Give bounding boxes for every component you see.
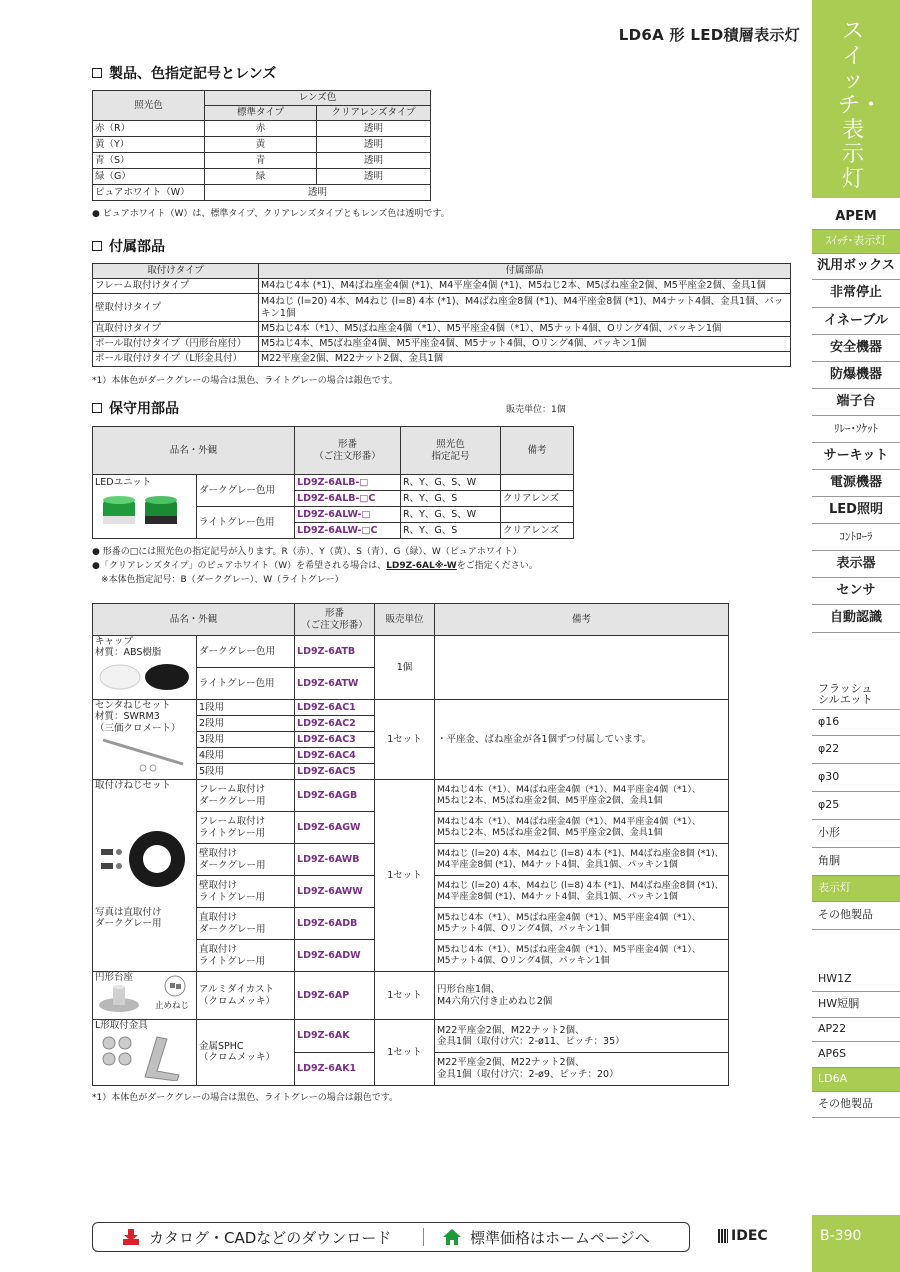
sidebar-item[interactable]: 非常停止 (812, 280, 900, 308)
section-title (92, 398, 179, 418)
part-number: LD9Z-6AGW (295, 812, 375, 844)
table-row (93, 322, 791, 337)
accessories-table (92, 263, 791, 367)
table-cell: ポール取付けタイプ（円形台座付） (93, 337, 259, 352)
part-number: LD9Z-6AC3 (295, 732, 375, 748)
sidebar-item[interactable]: LD6A (812, 1068, 900, 1092)
table-row (93, 636, 729, 668)
base-photo (95, 983, 155, 1015)
table-cell: R、Y、G、S (401, 491, 501, 507)
table-cell: 1個 (375, 636, 435, 700)
table-cell: 2段用 (197, 716, 295, 732)
table-cell: M4ねじ4本 (*1)、M4ばね座金4個 (*1)、M4平座金4個 (*1)、M5ねじ2本、M5ばね座金2個、M5平座金2個、金具1個 (259, 279, 791, 294)
table-cell: 円形台座1個、 M4六角穴付き止めねじ2個 (435, 972, 729, 1020)
base-cell (93, 972, 197, 1020)
table-cell: 黄（Y） (93, 137, 205, 153)
mount-photo-note: 写真は直取付け ダークグレー用 (95, 906, 162, 930)
base-title: 円形台座 (95, 972, 134, 983)
table-cell: M5ねじ4本（*1）、M5ばね座金4個（*1）、M5平座金4個（*1）、 M5ナット4個、Oリング4個、パッキン1個 (435, 908, 729, 940)
note: ● 形番の□には照光色の指定記号が入ります。R（赤）、Y（黄）、S（青）、G（緑）、W（ピュアホワイト） (92, 547, 522, 557)
sidebar-item[interactable]: その他製品 (812, 1092, 900, 1118)
cap-photo (95, 659, 191, 693)
cap-title: キャップ 材質：ABS樹脂 (95, 636, 162, 659)
table-cell: 赤（R） (93, 121, 205, 137)
table-cell: 5段用 (197, 764, 295, 780)
table-cell (435, 636, 729, 700)
part-number: LD9Z-6ALW-□ (295, 507, 401, 523)
table-cell: 壁取付け ライトグレー用 (197, 876, 295, 908)
sidebar-item[interactable]: APEM (812, 206, 900, 230)
sidebar-item[interactable]: 表示器 (812, 551, 900, 578)
price-link[interactable] (424, 1227, 650, 1248)
section-title (92, 63, 276, 83)
table-cell: 3段用 (197, 732, 295, 748)
table-cell: クリアレンズ (501, 523, 574, 539)
table-cell: フレーム取付け ライトグレー用 (197, 812, 295, 844)
table-cell: 金属SPHC （クロムメッキ） (197, 1020, 295, 1086)
bracket-title: L形取付金具 (95, 1020, 148, 1031)
table-row (93, 294, 791, 322)
part-number: LD9Z-6AC2 (295, 716, 375, 732)
bracket-photo (95, 1031, 191, 1081)
sidebar-item[interactable]: 防爆機器 (812, 362, 900, 389)
price-label: 標準価格はホームページへ (470, 1228, 650, 1247)
table-cell: フレーム取付け ダークグレー用 (197, 780, 295, 812)
sidebar-item[interactable]: φ16 (812, 710, 900, 736)
page-title: LD6A 形 LED積層表示灯 (618, 26, 800, 44)
note: *1）本体色がダークグレーの場合は黒色、ライトグレーの場合は銀色です。 (92, 1093, 399, 1103)
note-text: をご指定ください。 (456, 561, 538, 571)
table-cell: 1セット (375, 700, 435, 780)
download-link[interactable] (93, 1227, 423, 1248)
table-row (93, 352, 791, 367)
part-number: LD9Z-6AC1 (295, 700, 375, 716)
sidebar-item[interactable]: φ25 (812, 792, 900, 820)
sidebar-item[interactable]: フラッシュ シルエット (812, 680, 900, 710)
sidebar-item[interactable]: 表示灯 (812, 876, 900, 902)
download-icon (121, 1227, 141, 1247)
table-cell: 1段用 (197, 700, 295, 716)
sidebar-item[interactable]: 電源機器 (812, 470, 900, 497)
table-cell: 青（S） (93, 153, 205, 169)
led-unit-label: LEDユニット (95, 477, 152, 488)
table-cell: R、Y、G、S、W (401, 507, 501, 523)
table-cell: M22平座金2個、M22ナット2個、 金具1個（取付け穴：2-ø11、ピッチ：35） (435, 1020, 729, 1053)
table-header: 形番 （ご注文形番） (295, 427, 401, 475)
table-cell: 壁取付け ダークグレー用 (197, 844, 295, 876)
part-number: LD9Z-6AC4 (295, 748, 375, 764)
table-cell: M22平座金2個、M22ナット2個、 金具1個（取付け穴：2-ø9、ピッチ：20） (435, 1052, 729, 1085)
table-cell: ライトグレー色用 (197, 668, 295, 700)
table-header: 形番 （ご注文形番） (295, 604, 375, 636)
table-row (93, 1020, 729, 1053)
table-cell: ポール取付けタイプ（L形金具付） (93, 352, 259, 367)
table-cell: アルミダイカスト （クロムメッキ） (197, 972, 295, 1020)
part-number: LD9Z-6ADW (295, 940, 375, 972)
sidebar-item[interactable]: その他製品 (812, 902, 900, 930)
logo-mark-icon (718, 1229, 728, 1243)
part-number: LD9Z-6ALB-□ (295, 475, 401, 491)
part-number: LD9Z-6ALW-□C (295, 523, 401, 539)
part-number: LD9Z-6AWW (295, 876, 375, 908)
table-cell: M4ねじ (l=20) 4本、M4ねじ (l=8) 4本 (*1)、M4ばね座金8個 (*1)、M4平座金8個 (*1)、M4ナット4個、金具1個、パッキン1個 (259, 294, 791, 322)
table-row (93, 185, 431, 201)
table-cell: M4ねじ4本（*1）、M4ばね座金4個（*1）、M4平座金4個（*1）、 M5ねじ2本、M5ばね座金2個、M5平座金2個、金具1個 (435, 812, 729, 844)
section-title-text: 製品、色指定記号とレンズ (109, 66, 277, 82)
table-cell: ・平座金、ばね座金が各1個ずつ付属しています。 (435, 700, 729, 780)
cap-cell (93, 636, 197, 700)
table-cell: R、Y、G、S (401, 523, 501, 539)
note-text: ●「クリアレンズタイプ」のピュアホワイト（W）を希望される場合は、 (92, 561, 387, 571)
spare-parts-table (92, 603, 729, 1086)
table-header: 標準タイプ (205, 106, 317, 121)
table-cell: 透明 (317, 153, 431, 169)
table-header: 販売単位 (375, 604, 435, 636)
section-title-text: 付属部品 (109, 239, 165, 255)
sidebar-item[interactable]: サーキット (812, 443, 900, 470)
table-cell: ダークグレー色用 (197, 475, 295, 507)
table-row (93, 475, 574, 491)
table-cell: M5ねじ4本（*1）、M5ばね座金4個（*1）、M5平座金4個（*1）、M5ナット4個、Oリング4個、パッキン1個 (259, 322, 791, 337)
table-header: 品名・外観 (93, 427, 295, 475)
table-row (93, 780, 729, 812)
sidebar-item[interactable]: φ22 (812, 736, 900, 764)
sidebar-category: スイッチ・表示灯 (838, 19, 883, 192)
table-header: 備考 (435, 604, 729, 636)
table-row (93, 337, 791, 352)
table-cell: 黄 (205, 137, 317, 153)
sidebar-item[interactable]: ｽｲｯﾁ･表示灯 (812, 230, 900, 254)
part-number: LD9Z-6AK1 (295, 1052, 375, 1085)
table-cell: M5ねじ4本（*1）、M5ばね座金4個（*1）、M5平座金4個（*1）、 M5ナット4個、Oリング4個、パッキン1個 (435, 940, 729, 972)
table-header: 付属部品 (259, 264, 791, 279)
led-unit-cell (93, 475, 197, 539)
table-header: 照光色 指定記号 (401, 427, 501, 475)
sidebar-item[interactable]: LED照明 (812, 497, 900, 524)
sidebar-item[interactable]: センサ (812, 578, 900, 605)
sidebar-item[interactable]: ﾘﾚｰ･ｿｹｯﾄ (812, 416, 900, 443)
table-cell: M4ねじ (l=20) 4本、M4ねじ (l=8) 4本 (*1)、M4ばね座金8個 (*1)、 M4平座金8個 (*1)、M4ナット4個、金具1個、パッキン1個 (435, 876, 729, 908)
note (92, 558, 538, 571)
unit-note: 販売単位：1個 (506, 405, 566, 415)
table-cell: 1セット (375, 972, 435, 1020)
table-cell: 直取付けタイプ (93, 322, 259, 337)
part-number: LD9Z-6AK (295, 1020, 375, 1053)
table-cell: 赤 (205, 121, 317, 137)
sidebar-item[interactable]: イネーブル (812, 308, 900, 335)
table-cell: ピュアホワイト（W） (93, 185, 205, 201)
table-row (93, 279, 791, 294)
screw-cell (93, 700, 197, 780)
note: ※本体色指定記号：B（ダークグレー）、W（ライトグレー） (101, 575, 344, 585)
screw-title: センタねじセット 材質：SWRM3 （三価クロメート） (95, 700, 181, 734)
table-cell: M22平座金2個、M22ナット2個、金具1個 (259, 352, 791, 367)
table-header: 照光色 (93, 91, 205, 121)
mount-title: 取付けねじセット (95, 780, 172, 791)
table-cell: 透明 (317, 169, 431, 185)
checkbox-icon (92, 68, 102, 78)
table-cell: M5ねじ4本、M5ばね座金4個、M5平座金4個、M5ナット4個、Oリング4個、パッキン1個 (259, 337, 791, 352)
part-number: LD9Z-6AGB (295, 780, 375, 812)
sidebar-item[interactable]: HW短胴 (812, 992, 900, 1018)
note: *1）本体色がダークグレーの場合は黒色、ライトグレーの場合は銀色です。 (92, 376, 399, 386)
table-cell: 透明 (205, 185, 431, 201)
led-unit-photo (95, 492, 185, 532)
table-cell: フレーム取付けタイプ (93, 279, 259, 294)
table-header: 取付けタイプ (93, 264, 259, 279)
table-cell: 1セット (375, 780, 435, 972)
table-cell: 緑 (205, 169, 317, 185)
table-cell: 青 (205, 153, 317, 169)
set-screw-icon (163, 975, 187, 997)
sidebar-item[interactable]: φ30 (812, 764, 900, 792)
part-number: LD9Z-6AC5 (295, 764, 375, 780)
part-number: LD9Z-6AP (295, 972, 375, 1020)
home-icon (442, 1227, 462, 1247)
part-number: LD9Z-6AWB (295, 844, 375, 876)
table-row (93, 972, 729, 1020)
maintenance-parts-table (92, 426, 574, 539)
mount-cell (93, 780, 197, 972)
table-cell (501, 475, 574, 491)
sidebar-item[interactable]: 汎用ボックス (812, 254, 900, 280)
table-cell: 直取付け ライトグレー用 (197, 940, 295, 972)
download-label: カタログ・CADなどのダウンロード (149, 1228, 392, 1247)
sidebar-item[interactable]: AP6S (812, 1042, 900, 1068)
table-cell: 透明 (317, 137, 431, 153)
table-cell: ダークグレー色用 (197, 636, 295, 668)
part-number: LD9Z-6ATB (295, 636, 375, 668)
section-title (92, 236, 165, 256)
part-number: LD9Z-6ATW (295, 668, 375, 700)
table-row (93, 700, 729, 716)
table-row (93, 121, 431, 137)
table-cell (501, 507, 574, 523)
table-cell: M4ねじ4本（*1）、M4ばね座金4個（*1）、M4平座金4個（*1）、 M5ねじ2本、M5ばね座金2個、M5平座金2個、金具1個 (435, 780, 729, 812)
table-cell: 壁取付けタイプ (93, 294, 259, 322)
note-part-number: LD9Z-6AL※-W (386, 561, 457, 571)
company-logo (718, 1228, 768, 1244)
table-cell: M4ねじ (l=20) 4本、M4ねじ (l=8) 4本 (*1)、M4ばね座金8個 (*1)、 M4平座金8個 (*1)、M4ナット4個、金具1個、パッキン1個 (435, 844, 729, 876)
table-cell: ライトグレー色用 (197, 507, 295, 539)
sidebar-item[interactable]: 自動認識 (812, 605, 900, 633)
sidebar-item[interactable]: HW1Z (812, 968, 900, 992)
table-header: 備考 (501, 427, 574, 475)
table-cell: クリアレンズ (501, 491, 574, 507)
sidebar-item[interactable]: AP22 (812, 1018, 900, 1042)
sidebar-item[interactable]: 角胴 (812, 848, 900, 876)
note: ● ピュアホワイト（W）は、標準タイプ、クリアレンズタイプともレンズ色は透明です。 (92, 209, 450, 219)
footer-banner (92, 1222, 690, 1252)
sidebar-item[interactable]: ｺﾝﾄﾛｰﾗ (812, 524, 900, 551)
sidebar-item[interactable]: 端子台 (812, 389, 900, 416)
screw-photo (95, 734, 191, 774)
table-row (93, 137, 431, 153)
table-cell: 透明 (317, 121, 431, 137)
page-number: B-390 (820, 1228, 862, 1244)
table-cell: 4段用 (197, 748, 295, 764)
table-header: クリアレンズタイプ (317, 106, 431, 121)
color-lens-table (92, 90, 431, 201)
part-number: LD9Z-6ADB (295, 908, 375, 940)
table-cell: 直取付け ダークグレー用 (197, 908, 295, 940)
table-row (93, 153, 431, 169)
table-header: 品名・外観 (93, 604, 295, 636)
checkbox-icon (92, 241, 102, 251)
mount-photo (95, 819, 191, 899)
sidebar-item[interactable]: 小形 (812, 820, 900, 848)
section-title-text: 保守用部品 (109, 401, 179, 417)
table-cell: 緑（G） (93, 169, 205, 185)
base-sub-label: 止めねじ (155, 1001, 190, 1011)
table-header: レンズ色 (205, 91, 431, 106)
table-row (93, 169, 431, 185)
bracket-cell (93, 1020, 197, 1086)
sidebar-item[interactable]: 安全機器 (812, 335, 900, 362)
checkbox-icon (92, 403, 102, 413)
table-cell: R、Y、G、S、W (401, 475, 501, 491)
logo-text: IDEC (731, 1228, 768, 1244)
part-number: LD9Z-6ALB-□C (295, 491, 401, 507)
table-cell: 1セット (375, 1020, 435, 1086)
